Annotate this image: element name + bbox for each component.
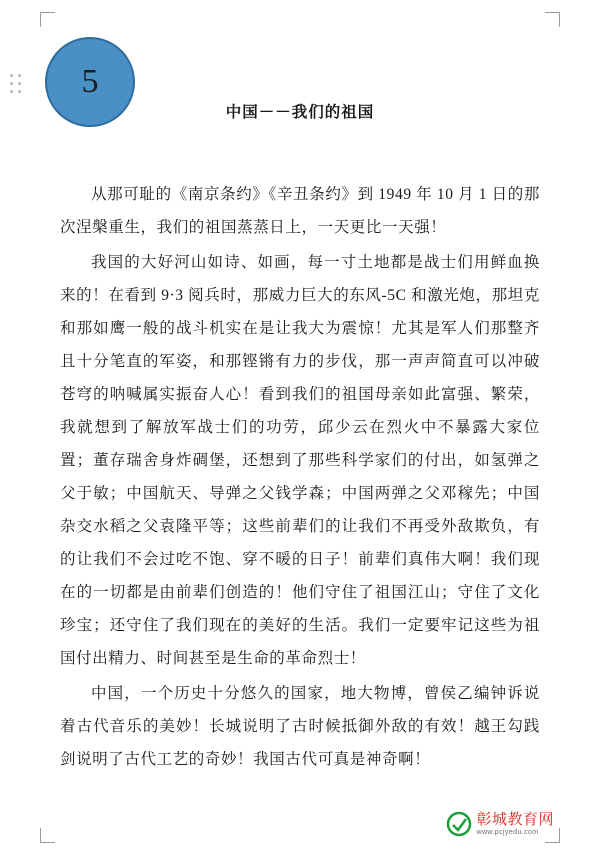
drag-dot bbox=[18, 82, 21, 85]
paragraph: 从那可耻的《南京条约》《辛丑条约》到 1949 年 10 月 1 日的那次涅槃重生，我们的祖国蒸蒸日上，一天更比一天强！ bbox=[60, 186, 540, 236]
crop-mark-top-left bbox=[40, 12, 55, 27]
drag-dot bbox=[18, 90, 21, 93]
drag-dot bbox=[10, 82, 13, 85]
paragraph: 中国，一个历史十分悠久的国家，地大物博，曾侯乙编钟诉说着古代音乐的美妙！长城说明了古时候抵御外敌的有效！越王勾践剑说明了古代工艺的奇妙！我国古代可真是神奇啊！ bbox=[60, 685, 540, 768]
paragraph: 我国的大好河山如诗、如画，每一寸土地都是战士们用鲜血换来的！在看到 9·3 阅兵时，那威力巨大的东风-5C 和激光炮，那坦克和那如鹰一般的战斗机实在是让我大为震惊！尤其是军人们那整齐且十分笔直的军姿，和那铿锵有力的步伐，那一声声简直可以冲破苍穹的呐喊属实振奋人心！看到我们的祖国母亲如此富强、繁荣，我就想到了解放军战士们的功劳，邱少云在烈火中不暴露大家位置；董存瑞舍身炸碉堡，还想到了那些科学家们的付出，如氢弹之父于敏；中国航天、导弹之父钱学森；中国两弹之父邓稼先；中国杂交水稻之父袁隆平等；这些前辈们的让我们不再受外敌欺负，有的让我们不会过吃不饱、穿不暖的日子！前辈们真伟大啊！我们现在的一切都是由前辈们创造的！他们守住了祖国江山；守住了文化珍宝；还守住了我们现在的美好的生活。我们一定要牢记这些为祖国付出精力、时间甚至是生命的革命烈士！ bbox=[60, 254, 540, 667]
drag-dot bbox=[10, 74, 13, 77]
green-circle-logo-icon bbox=[446, 811, 472, 837]
watermark bbox=[446, 811, 554, 837]
document-body bbox=[60, 100, 540, 778]
watermark-text bbox=[476, 812, 554, 836]
watermark-url-label: www.pcjyedu.com bbox=[476, 829, 539, 836]
crop-mark-top-right bbox=[545, 12, 560, 27]
drag-dots-icon[interactable] bbox=[10, 74, 22, 98]
watermark-main-label: 彰城教育网 bbox=[476, 811, 554, 828]
crop-mark-bottom-left bbox=[40, 828, 55, 843]
drag-dot bbox=[18, 74, 21, 77]
drag-dot bbox=[10, 90, 13, 93]
page-title: 中国－－我们的祖国 bbox=[225, 104, 375, 121]
page-number-label: 5 bbox=[81, 63, 99, 100]
